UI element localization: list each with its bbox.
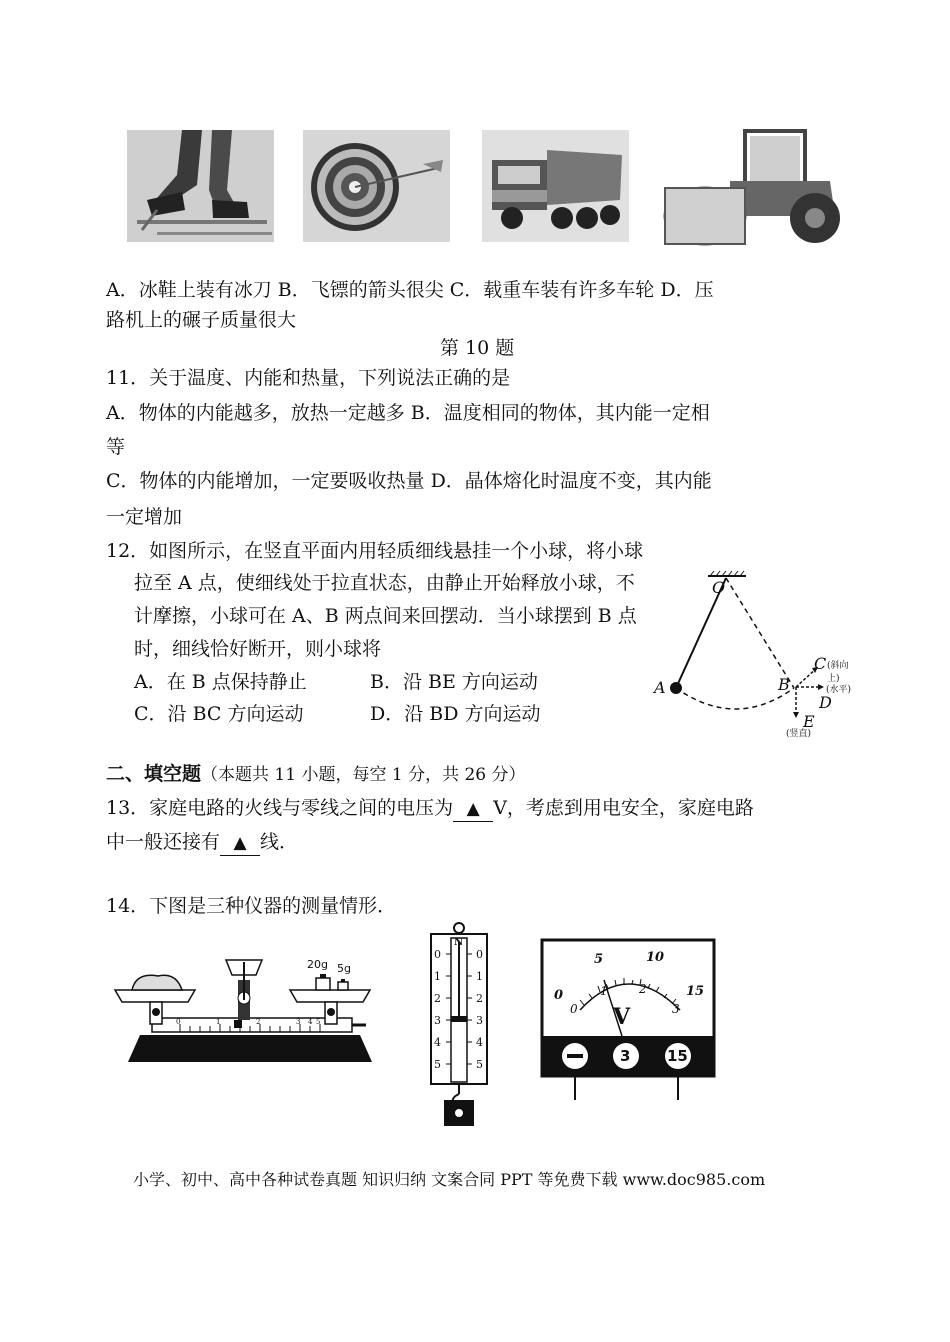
q13-blank-1[interactable]: ▲ xyxy=(453,797,493,822)
label-d-note: (水平) xyxy=(826,685,852,695)
q13-part1: 13．家庭电路的火线与零线之间的电压为 xyxy=(106,797,454,819)
spring-left-0: 0 xyxy=(434,948,441,961)
volt-terminal-15: 15 xyxy=(667,1047,688,1065)
volt-upper-10: 10 xyxy=(646,950,665,965)
volt-upper-0: 0 xyxy=(554,988,564,1003)
spring-left-1: 1 xyxy=(434,970,441,983)
spring-left-3: 3 xyxy=(434,1014,441,1027)
q11-stem: 11．关于温度、内能和热量，下列说法正确的是 xyxy=(106,367,511,389)
volt-terminal-3: 3 xyxy=(620,1047,631,1065)
label-b: B xyxy=(778,675,790,694)
voltmeter-figure xyxy=(540,938,716,1102)
q10-options-line1: A．冰鞋上装有冰刀 B．飞镖的箭头很尖 C．载重车装有许多车轮 D．压 xyxy=(106,279,714,301)
section2-title: 二、填空题 xyxy=(106,763,202,785)
q12-option-c: C．沿 BC 方向运动 xyxy=(134,703,304,725)
q12-option-a: A．在 B 点保持静止 xyxy=(134,671,307,693)
volt-unit-label: V xyxy=(613,1004,631,1030)
label-d: D xyxy=(819,693,832,712)
skate-photo xyxy=(127,130,274,242)
q11-option-b-cont: 等 xyxy=(106,436,126,458)
spring-right-3: 3 xyxy=(476,1014,483,1027)
label-a: A xyxy=(654,678,666,697)
roller-photo xyxy=(660,126,842,246)
volt-upper-15: 15 xyxy=(686,984,705,999)
q13-line1 xyxy=(106,796,754,822)
volt-lower-3: 3 xyxy=(672,1002,680,1016)
label-c-note: (斜向上) xyxy=(827,661,849,684)
ball-a xyxy=(670,682,682,694)
q13-part4: 线． xyxy=(260,831,299,853)
page-footer: 小学、初中、高中各种试卷真题 知识归纳 文案合同 PPT 等免费下载 www.doc985.com xyxy=(133,1170,766,1189)
volt-lower-0: 0 xyxy=(570,1002,578,1016)
truck-photo xyxy=(482,130,629,242)
q10-options-line2: 路机上的碾子质量很大 xyxy=(106,309,297,331)
volt-upper-5: 5 xyxy=(594,952,604,967)
q10-caption: 第 10 题 xyxy=(440,337,515,359)
q11-option-d-cont: 一定增加 xyxy=(106,506,183,528)
balance-tick-0: 0 xyxy=(176,1018,181,1026)
q12-stem-2: 拉至 A 点，使细线处于拉直状态，由静止开始释放小球，不 xyxy=(134,572,635,594)
spring-scale-figure xyxy=(424,922,494,1127)
label-o: O xyxy=(712,578,726,597)
spring-right-4: 4 xyxy=(476,1036,483,1049)
balance-tick-2: 2 xyxy=(256,1018,261,1026)
balance-tick-3: 3 xyxy=(296,1018,301,1026)
label-e-note: (竖直) xyxy=(786,729,812,739)
q13-line2 xyxy=(106,830,298,856)
q12-option-b: B．沿 BE 方向运动 xyxy=(370,671,538,693)
spring-left-2: 2 xyxy=(434,992,441,1005)
q11-options-ab: A．物体的内能越多，放热一定越多 B．温度相同的物体，其内能一定相 xyxy=(106,402,710,424)
balance-weight-5g: 5g xyxy=(337,962,351,975)
spring-right-1: 1 xyxy=(476,970,483,983)
spring-label-n: N xyxy=(454,937,464,948)
q12-option-d: D．沿 BD 方向运动 xyxy=(370,703,541,725)
section2-note: （本题共 11 小题，每空 1 分，共 26 分） xyxy=(201,765,526,785)
dart-photo xyxy=(303,130,450,242)
spring-right-5: 5 xyxy=(476,1058,483,1071)
label-c: C xyxy=(814,654,827,673)
spring-right-0: 0 xyxy=(476,948,483,961)
volt-lower-1: 1 xyxy=(600,984,608,998)
spring-left-5: 5 xyxy=(434,1058,441,1071)
q13-part3: 中一般还接有 xyxy=(106,831,221,853)
balance-figure xyxy=(110,940,390,1065)
q13-part2: V，考虑到用电安全，家庭电路 xyxy=(493,797,754,819)
balance-weight-20g: 20g xyxy=(307,958,328,971)
q14-stem: 14．下图是三种仪器的测量情形． xyxy=(106,895,397,917)
spring-left-4: 4 xyxy=(434,1036,441,1049)
section2-heading xyxy=(106,762,526,787)
spring-right-2: 2 xyxy=(476,992,483,1005)
balance-tick-1: 1 xyxy=(216,1018,221,1026)
balance-tick-5: 5 xyxy=(316,1018,321,1026)
q11-options-cd: C．物体的内能增加，一定要吸收热量 D．晶体熔化时温度不变，其内能 xyxy=(106,470,712,492)
q13-blank-2[interactable]: ▲ xyxy=(220,831,260,856)
q12-stem-3: 计摩擦，小球可在 A、B 两点间来回摆动．当小球摆到 B 点 xyxy=(134,605,637,627)
q12-stem-4: 时，细线恰好断开，则小球将 xyxy=(134,638,382,660)
balance-tick-4: 4 xyxy=(308,1018,313,1026)
volt-lower-2: 2 xyxy=(639,982,647,996)
label-e: E xyxy=(803,712,815,731)
pendulum-figure xyxy=(646,570,860,738)
q12-stem-1: 12．如图所示，在竖直平面内用轻质细线悬挂一个小球，将小球 xyxy=(106,540,644,562)
